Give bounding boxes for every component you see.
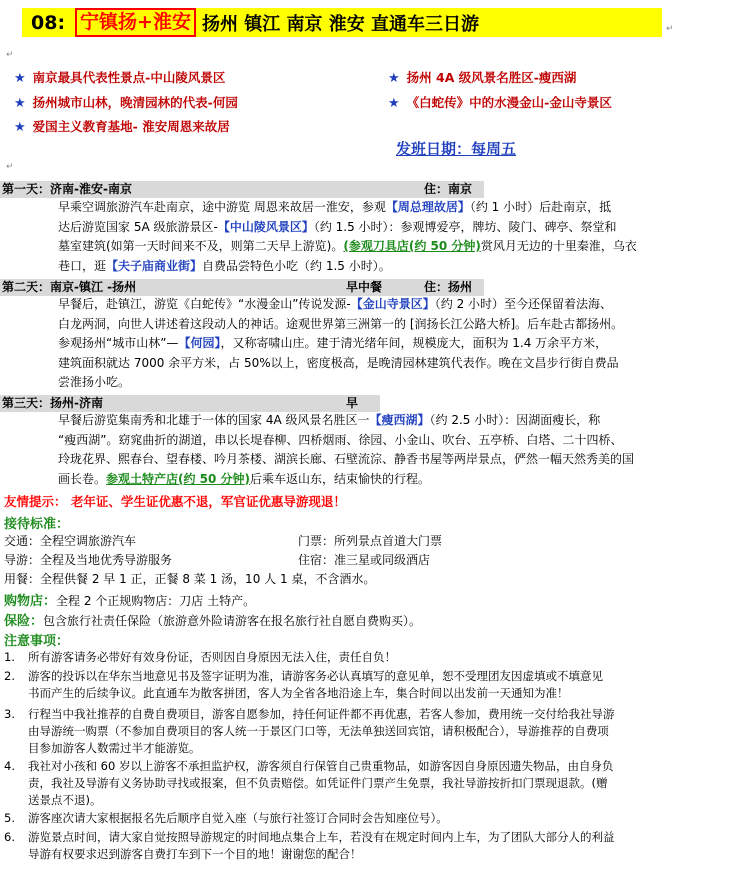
highlight-item: ★ 爱国主义教育基地- 淮安周恩来故居: [14, 119, 230, 135]
notes-heading: 注意事项：: [4, 634, 70, 649]
day-text-line: “瘦西湖”。窈窕曲折的湖道，串以长堤春柳、四桥烟雨、徐园、小金山、吹台、五亭桥、白塔、二十四桥、: [58, 432, 623, 447]
day-text-line: 墓室建筑(如第一天时间来不及，则第二天早上游览)。(参观刀具店(约 50 分钟)赏风月无边的十里秦淮，乌衣: [58, 239, 637, 253]
star-icon: ★: [14, 96, 26, 111]
day-3-bar: [0, 395, 380, 412]
note-continuation-line: 目参加游客人数需过半才能游览。: [28, 741, 201, 755]
highlight-item: ★ 南京最具代表性景点-中山陵风景区: [14, 70, 226, 86]
insurance-line: [4, 610, 421, 629]
paragraph-mark: ↵: [6, 162, 14, 172]
note-number: 4.: [4, 759, 15, 773]
standard-meals: 用餐：全程供餐 2 早 1 正，正餐 8 菜 1 汤，10 人 1 桌，不含酒水。: [4, 572, 376, 586]
standards-heading: 接待标准：: [4, 517, 70, 532]
note-number: 1.: [4, 650, 15, 664]
note-number: 6.: [4, 830, 15, 844]
day-text-line: 早餐后，赴镇江，游览《白蛇传》“水漫金山”传说发源-【金山寺景区】（约 2 小时）至今还保留着法海、: [58, 297, 613, 311]
note-item: 3. 行程当中我社推荐的自费自费项目，游客自愿参加，持任何证件都不再优惠，若客人参加，费用统一交付给我社导游: [4, 707, 615, 721]
star-icon: ★: [14, 71, 26, 86]
note-continuation-line: 送景点不退)。: [28, 793, 102, 807]
highlight-item: ★ 扬州 4A 级风景名胜区-瘦西湖: [388, 70, 577, 86]
note-item: 6. 游览景点时间，请大家自觉按照导游规定的时间地点集合上车，若没有在规定时间内上车，为了团队大部分人的利益: [4, 830, 615, 844]
day-3-title: 第三天：扬州-济南: [2, 396, 103, 410]
shopping-line: [4, 590, 255, 609]
note-item: 2. 游客的投诉以在华东当地意见书及签字证明为准，请游客务必认真填写的意见单，恕不受理团友因虚填或不填意见: [4, 669, 603, 683]
title-banner: [22, 8, 662, 37]
paragraph-mark: ↵: [6, 50, 14, 60]
note-number: 2.: [4, 669, 15, 683]
note-continuation-line: 由导游统一购票（不参加自费项目的客人统一于景区门口等，无法单独送回宾馆，请积极配合），导游推荐的自费项: [28, 724, 609, 738]
shopping-text: 全程 2 个正规购物店：刀店 土特产。: [56, 594, 256, 608]
day-text-line: 建筑面积就达 7000 余平方米，占 50%以上，密度极高，是晚清园林建筑代表作。晚在文昌步行街自费品: [58, 355, 619, 370]
standard-hotel: 住宿：准三星或同级酒店: [298, 553, 431, 567]
day-text-line: 早乘空调旅游汽车赴南京，途中游览 周恩来故居一淮安，参观【周总理故居】（约 1 小时）后赴南京，抵: [58, 200, 612, 214]
note-number: 5.: [4, 811, 15, 825]
day-3-meals: 早: [346, 396, 359, 410]
highlight-item: ★ 扬州城市山林，晚清园林的代表-何园: [14, 95, 238, 111]
route-highlight-box: 宁镇扬+淮安: [75, 8, 196, 37]
day-text-line: 画长卷。参观土特产店(约 50 分钟)后乘车返山东，结束愉快的行程。: [58, 471, 431, 486]
friendly-tip: 友情提示： 老年证、学生证优惠不退，军官证优惠导游现退！: [4, 494, 346, 509]
note-number: 3.: [4, 707, 15, 721]
day-text-line: 尝淮扬小吃。: [58, 375, 131, 389]
highlight-item: ★ 《白蛇传》中的水漫金山-金山寺景区: [388, 95, 612, 111]
star-icon: ★: [14, 120, 26, 135]
day-text-line: 早餐后游览集南秀和北雄于一体的国家 4A 级风景名胜区一【瘦西湖】（约 2.5 小时）：因湖面瘦长，称: [58, 413, 601, 427]
departure-date: 发班日期：每周五: [396, 140, 517, 158]
note-continuation-line: 书而产生的后续争议。此直通车为散客拼团，客人为全省各地沿途上车，集合时间以出发前一天通知为准！: [28, 686, 569, 700]
day-1-stay: 住：南京: [424, 182, 473, 196]
day-2-stay: 住：扬州: [424, 280, 473, 294]
day-2-meals: 早中餐: [346, 280, 383, 294]
day-text-line: 玲珑花界、熙春台、望春楼、吟月茶楼、湖滨长廊、石壁流淙、静香书屋等两岸景点，俨然一幅天然秀美的国: [58, 452, 635, 466]
route-subtitle: 扬州 镇江 南京 淮安 直通车三日游: [201, 13, 480, 35]
paragraph-mark: ↵: [666, 24, 674, 34]
note-item: 4. 我社对小孩和 60 岁以上游客不承担监护权，游客须自行保管自己贵重物品，如游客因自身原因遗失物品，由自身负: [4, 759, 614, 773]
standard-tickets: 门票：所列景点首道大门票: [298, 534, 443, 548]
day-text-line: 参观扬州“城市山林”—【何园】，又称寄啸山庄。建于清光绪年间，规模庞大，面积为 1.4 万余平方米，: [58, 336, 608, 350]
day-text-line: 白龙两洞，向世人讲述着这段动人的神话。途观世界第三洲第一的 [润扬长江公路大桥]。后车赴古都扬州。: [58, 316, 624, 331]
star-icon: ★: [388, 96, 400, 111]
day-2-bar: [0, 279, 484, 296]
note-item: 5. 游客座次请大家根据报名先后顺序自觉入座（与旅行社签订合同时会告知座位号）。: [4, 811, 448, 825]
standard-transport: 交通：全程空调旅游汽车: [4, 534, 137, 548]
route-number: 08:: [31, 11, 66, 34]
insurance-text: 包含旅行社责任保险（旅游意外险请游客在报名旅行社自愿自费购买）。: [43, 614, 422, 628]
day-1-bar: [0, 181, 484, 198]
insurance-label: 保险：: [4, 614, 44, 629]
note-item: 1. 所有游客请务必带好有效身份证，否则因自身原因无法入住，责任自负！: [4, 650, 396, 664]
day-text-line: 达后游览国家 5A 级旅游景区-【中山陵风景区】（约 1.5 小时）：参观博爱亭，牌坊、陵门、碑亭、祭堂和: [58, 219, 617, 234]
day-1-title: 第一天：济南-淮安-南京: [2, 182, 132, 196]
standard-guide: 导游：全程及当地优秀导游服务: [4, 553, 173, 567]
day-text-line: 巷口，逛【夫子庙商业街】自费品尝特色小吃（约 1.5 小时）。: [58, 258, 391, 273]
day-2-title: 第二天：南京-镇江 -扬州: [2, 280, 137, 294]
note-continuation-line: 责，我社及导游有义务协助寻找或报案，但不负责赔偿。如凭证件门票产生免票，我社导游按折扣门票现退款。(赠: [28, 776, 608, 790]
note-continuation-line: 导游有权要求迟到游客自费打车到下一个目的地！谢谢您的配合！: [28, 847, 362, 861]
star-icon: ★: [388, 71, 400, 86]
shopping-label: 购物店：: [4, 594, 57, 609]
